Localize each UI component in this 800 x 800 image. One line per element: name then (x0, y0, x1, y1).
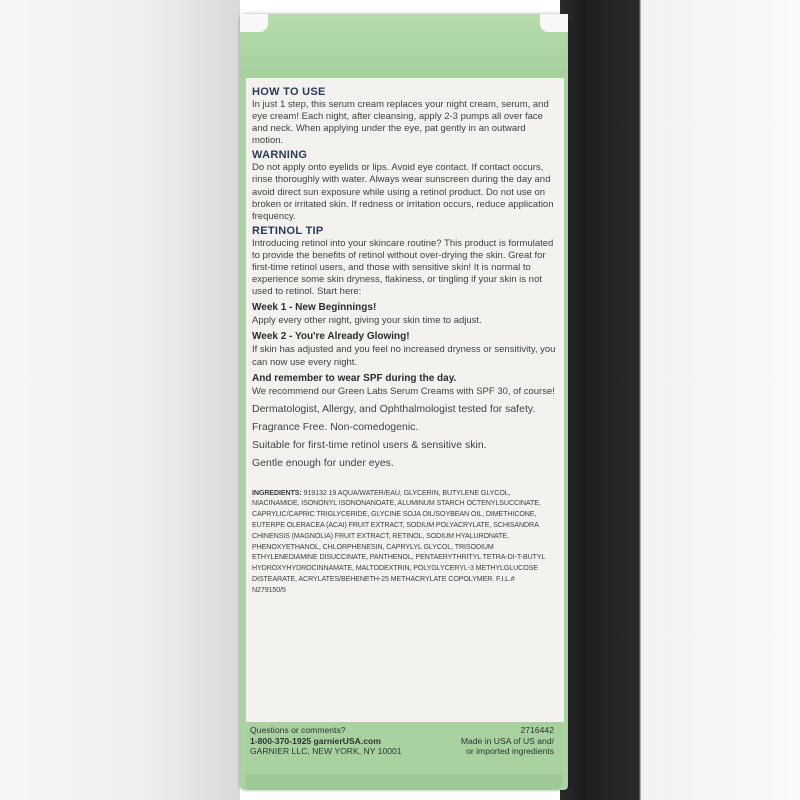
ingredients-list (252, 488, 546, 596)
made-in-line-1: Made in USA of US and/ (460, 735, 554, 746)
phone-web-text: 1-800-370-1925 garnierUSA.com (250, 735, 381, 746)
retinol-tip-text: Introducing retinol into your skincare routine? This product is formulated to provide the benefits of retinol without over-drying the skin. Great for first-time retinol users, and those with sensitive skin! It is normal to experience some skin dryness, flakiness, or tingling if your skin is not used to retinol. Start here: (252, 237, 554, 298)
made-in-line-2: or imported ingredients (466, 746, 554, 756)
ingredients-label: INGREDIENTS: (252, 487, 302, 497)
background-left (0, 0, 240, 800)
how-to-use-text: In just 1 step, this serum cream replaces your night cream, serum, and eye cream! Each night, after cleansing, apply 2-3 pumps all over face and neck. When applying under the eye, pat gently in an outward motion. (252, 99, 549, 147)
footer-origin (461, 725, 554, 757)
retinol-tip-heading: RETINOL TIP (252, 224, 324, 237)
claim-tested: Dermatologist, Allergy, and Ophthalmologist tested for safety. (252, 402, 536, 415)
box-bottom-flap (246, 774, 562, 790)
how-to-use-heading: HOW TO USE (252, 86, 326, 98)
label-content (252, 86, 558, 596)
week2-text: If skin has adjusted and you feel no increased dryness or sensitivity, you can now use every night. (252, 344, 556, 368)
claim-fragrance-free: Fragrance Free. Non-comedogenic. (252, 420, 419, 433)
box-footer (250, 725, 560, 771)
box-corner-left (240, 14, 268, 32)
warning-heading: WARNING (252, 149, 308, 162)
questions-text: Questions or comments? (250, 725, 346, 735)
box-top-flap (240, 14, 566, 78)
spf-title: And remember to wear SPF during the day. (252, 372, 457, 384)
address-text: GARNIER LLC, NEW YORK, NY 10001 (250, 746, 402, 756)
week2-title: Week 2 - You're Already Glowing! (252, 331, 410, 343)
box-corner-right (540, 14, 568, 32)
week1-text: Apply every other night, giving your skin time to adjust. (252, 315, 482, 327)
spf-text: We recommend our Green Labs Serum Creams with SPF 30, of course! (252, 385, 555, 397)
claim-under-eyes: Gentle enough for under eyes. (252, 456, 394, 469)
week1-title: Week 1 - New Beginnings! (252, 302, 377, 314)
footer-contact (250, 725, 440, 757)
ingredients-text: 919132 19 AQUA/WATER/EAU, GLYCERIN, BUTYLENE GLYCOL, NIACINAMIDE, ISONONYL ISONONANOATE, ALUMINUM STARCH OCTENYLSUCCINATE, CAPRYLIC/CAPRIC TRIGLYCERIDE, GLYCINE SOJA OIL/SOYBEAN OIL, DIMETHICONE, EUTERPE OLERACEA (ACAI) FRUIT EXTRACT, SODIUM POLYACRYLATE, SCHISANDRA CHINENSIS (MAGNOLIA) FRUIT EXTRACT, RETINOL, SODIUM HYALURONATE, PHENOXYETHANOL, CHLORPHENESIN, CAPRYLYL GLYCOL, TRISODIUM ETHYLENEDIAMINE DISUCCINATE, PANTHENOL, PENTAERYTHRITYL TETRA-DI-T-BUTYL HYDROXYHYDROCINNAMATE, MALTODEXTRIN, POLYGLYCERYL-3 METHYLGLUCOSE DISTEARATE, ACRYLATES/BEHENETH-25 METHACRYLATE COPOLYMER. F.I.L.# N279150/5 (252, 487, 546, 594)
warning-text: Do not apply onto eyelids or lips. Avoid eye contact. If contact occurs, rinse thoroughly with water. Always wear sunscreen during the day and avoid direct sun exposure while using a retinol product. Do not use on broken or irritated skin. If redness or irritation occurs, reduce application frequency. (252, 162, 554, 222)
claim-first-time-users: Suitable for first-time retinol users & sensitive skin. (252, 438, 487, 451)
background-right (570, 0, 800, 800)
product-code: 2716442 (520, 725, 554, 735)
